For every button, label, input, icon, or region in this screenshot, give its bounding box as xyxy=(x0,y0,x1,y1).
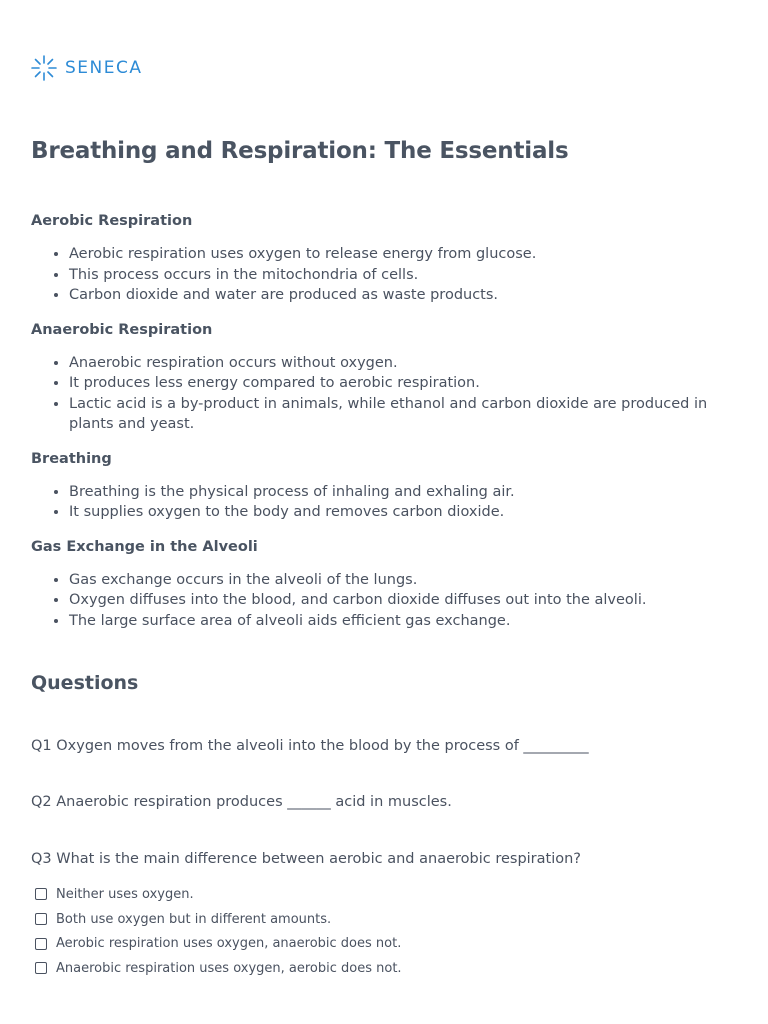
bullet-list xyxy=(31,570,731,632)
question-1: Q1 Oxygen moves from the alveoli into the blood by the process of _________ xyxy=(31,738,589,754)
seneca-snowflake-icon xyxy=(31,55,57,81)
bullet-point: • Anaerobic respiration occurs without oxygen. xyxy=(69,353,731,374)
brand-name: SENECA xyxy=(65,57,143,78)
checkbox[interactable] xyxy=(35,888,47,900)
bullet-point: • Carbon dioxide and water are produced as waste products. xyxy=(69,285,731,306)
answer-option[interactable] xyxy=(35,956,402,981)
answer-option-label: Anaerobic respiration uses oxygen, aerobic does not. xyxy=(56,960,402,976)
bullet-point: • Oxygen diffuses into the blood, and carbon dioxide diffuses out into the alveoli. xyxy=(69,590,731,611)
seneca-logo xyxy=(31,54,143,82)
bullet-point: • Aerobic respiration uses oxygen to release energy from glucose. xyxy=(69,244,731,265)
question-2: Q2 Anaerobic respiration produces ______ acid in muscles. xyxy=(31,794,452,810)
bullet-point: • Gas exchange occurs in the alveoli of the lungs. xyxy=(69,570,731,591)
questions-heading: Questions xyxy=(31,672,139,694)
answer-option-label: Aerobic respiration uses oxygen, anaerobic does not. xyxy=(56,936,402,952)
bullet-list xyxy=(31,244,731,306)
bullet-list xyxy=(31,353,731,435)
answer-option[interactable] xyxy=(35,907,402,932)
answer-option-label: Neither uses oxygen. xyxy=(56,886,194,902)
section-heading: Breathing xyxy=(31,450,112,467)
checkbox[interactable] xyxy=(35,938,47,950)
bullet-point: • This process occurs in the mitochondria of cells. xyxy=(69,265,731,286)
bullet-list xyxy=(31,482,731,523)
checkbox[interactable] xyxy=(35,913,47,925)
answer-option-label: Both use oxygen but in different amounts. xyxy=(56,911,332,927)
bullet-point: • It supplies oxygen to the body and removes carbon dioxide. xyxy=(69,502,731,523)
content-sections xyxy=(31,211,731,645)
question-3-options xyxy=(35,882,402,981)
page-title: Breathing and Respiration: The Essentials xyxy=(31,138,569,164)
bullet-point: • Lactic acid is a by-product in animals, while ethanol and carbon dioxide are produced in plants and yeast. xyxy=(69,394,731,435)
question-3: Q3 What is the main difference between aerobic and anaerobic respiration? xyxy=(31,851,582,867)
checkbox[interactable] xyxy=(35,962,47,974)
bullet-point: • It produces less energy compared to aerobic respiration. xyxy=(69,373,731,394)
answer-option[interactable] xyxy=(35,931,402,956)
section-heading: Anaerobic Respiration xyxy=(31,321,213,338)
answer-option[interactable] xyxy=(35,882,402,907)
section-heading: Gas Exchange in the Alveoli xyxy=(31,538,258,555)
bullet-point: • The large surface area of alveoli aids efficient gas exchange. xyxy=(69,611,731,632)
bullet-point: • Breathing is the physical process of inhaling and exhaling air. xyxy=(69,482,731,503)
section-heading: Aerobic Respiration xyxy=(31,213,193,229)
